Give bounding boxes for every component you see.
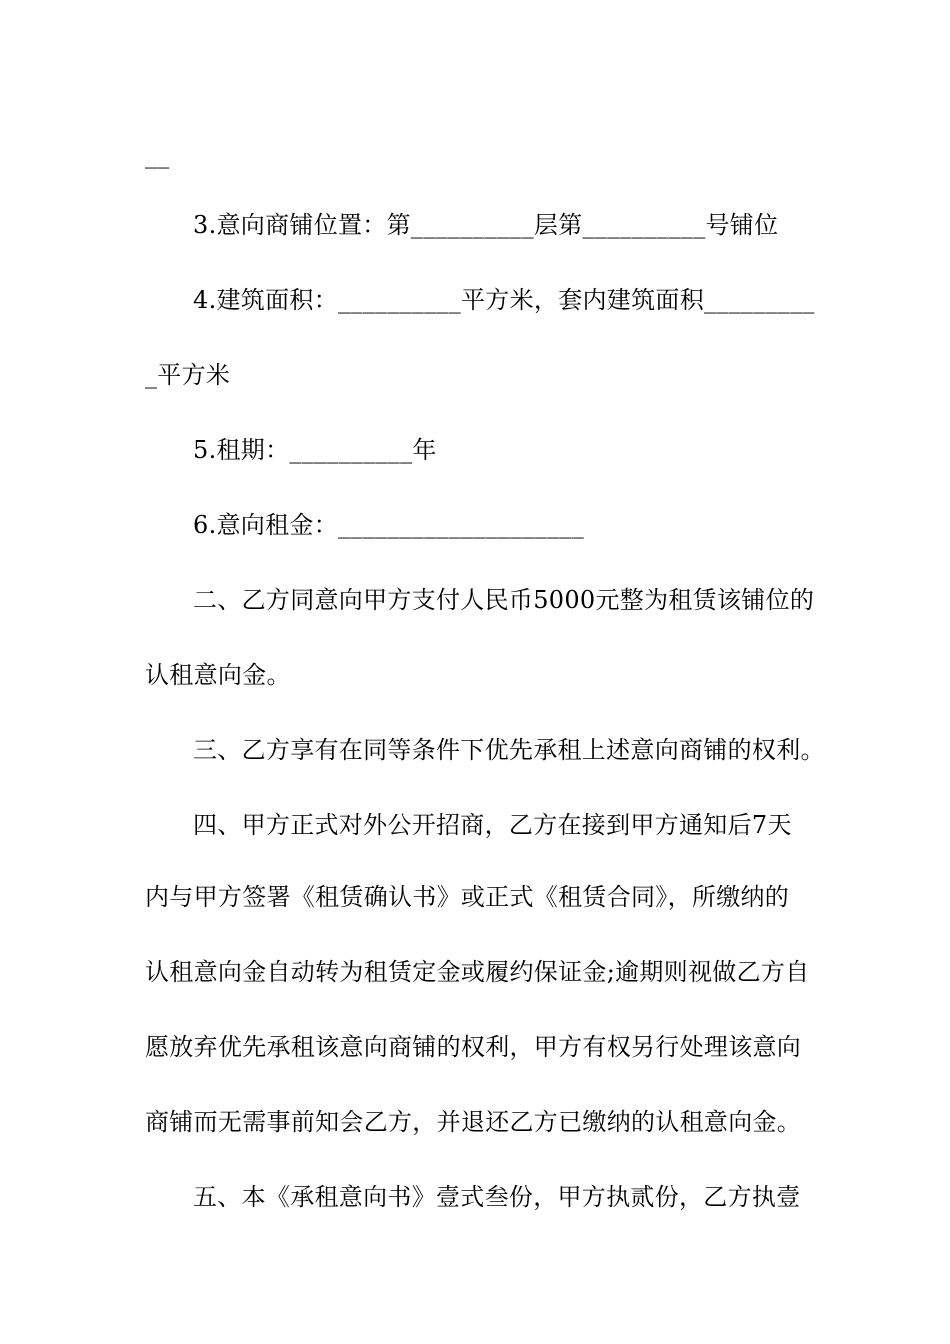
text-line: 6.意向租金：____________________ [193,511,584,539]
text-line: 五、本《承租意向书》壹式叁份，甲方执贰份，乙方执壹 [193,1183,801,1211]
text-line: 商铺而无需事前知会乙方，并退还乙方已缴纳的认租意向金。 [145,1108,802,1136]
text-line: 认租意向金自动转为租赁定金或履约保证金;逾期则视做乙方自 [145,958,810,986]
text-line: 5.租期：__________年 [193,436,437,464]
text-line: 3.意向商铺位置：第__________层第__________号铺位 [193,211,779,239]
text-line: 4.建筑面积：__________平方米，套内建筑面积_________ [193,286,815,314]
text-line: 二、乙方同意向甲方支付人民币5000元整为租赁该铺位的 [193,586,815,614]
text-line: 四、甲方正式对外公开招商，乙方在接到甲方通知后7天 [193,811,792,839]
text-line: 三、乙方享有在同等条件下优先承租上述意向商铺的权利。 [193,736,825,764]
text-line: __ [145,141,170,169]
text-line: 内与甲方签署《租赁确认书》或正式《租赁合同》，所缴纳的 [145,883,790,911]
text-line: _平方米 [145,361,231,389]
text-line: 认租意向金。 [145,661,291,689]
text-line: 愿放弃优先承租该意向商铺的权利，甲方有权另行处理该意向 [145,1033,802,1061]
